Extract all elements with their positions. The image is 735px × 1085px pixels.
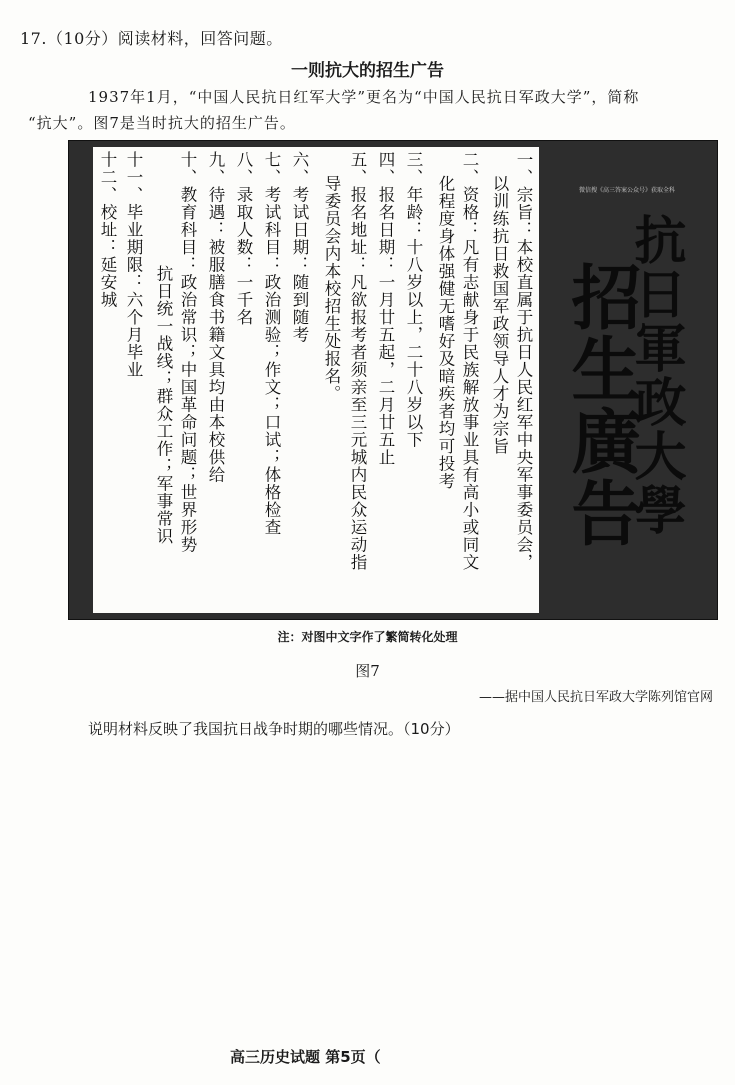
poster-column: 十、教育科目：政治常识；中国革命问题；世界形势 [178,151,197,554]
page-footer: 高三历史试题 第5页（ [230,1048,381,1066]
poster-column: 以训练抗日救国军政领导人才为宗旨 [490,175,509,455]
material-title: 一则抗大的招生广告 [291,61,444,81]
poster-column: 十二、校址：延安城 [98,151,117,309]
intro-paragraph [28,84,698,136]
poster-title-school: 抗日軍政大學 [625,213,686,537]
poster-column: 五、报名地址：凡欲报考者须亲至三元城内民众运动指 [348,151,367,571]
question-text: 说明材料反映了我国抗日战争时期的哪些情况。（10分） [88,720,460,738]
poster-column: 一、宗旨：本校直属于抗日人民红军中央军事委员会， [514,151,533,571]
poster-title-advert: 招生廣告 [560,261,643,549]
poster-column: 导委员会内本校招生处报名。 [322,175,341,403]
poster-column: 九、待遇：被服膳食书籍文具均由本校供给 [206,151,225,484]
figure-label: 图7 [355,662,380,680]
poster-column: 七、考试科目：政治测验；作文；口试；体格检查 [262,151,281,536]
poster-column: 化程度身体强健无嗜好及暗疾者均可投考 [436,175,455,490]
watermark-text: 微信搜《高三答案公众号》获取全科 [579,187,676,194]
source-citation: ——据中国人民抗日军政大学陈列馆官网 [478,690,713,705]
poster-column: 四、报名日期：一月廿五起，二月廿五止 [376,151,395,466]
poster-column: 三、年龄：十八岁以上，二十八岁以下 [404,151,423,449]
intro-line-1: 1937年1月，“中国人民抗日红军大学”更名为“中国人民抗日军政大学”，简称 [88,88,640,106]
poster-column: 二、资格：凡有志献身于民族解放事业具有高小或同文 [460,151,479,571]
poster-column: 六、考试日期：随到随考 [290,151,309,344]
question-header: 17.（10分）阅读材料，回答问题。 [20,29,283,48]
poster-column: 八、录取人数：一千名 [234,151,253,326]
recruitment-poster-figure [68,140,718,620]
poster-column: 十一、毕业期限：六个月毕业 [124,151,143,379]
poster-text-panel [93,147,539,613]
poster-column: 抗日统一战线；群众工作；军事常识 [154,265,173,545]
intro-line-2: “抗大”。图7是当时抗大的招生广告。 [28,114,296,132]
figure-note: 注：对图中文字作了繁简转化处理 [277,630,458,644]
